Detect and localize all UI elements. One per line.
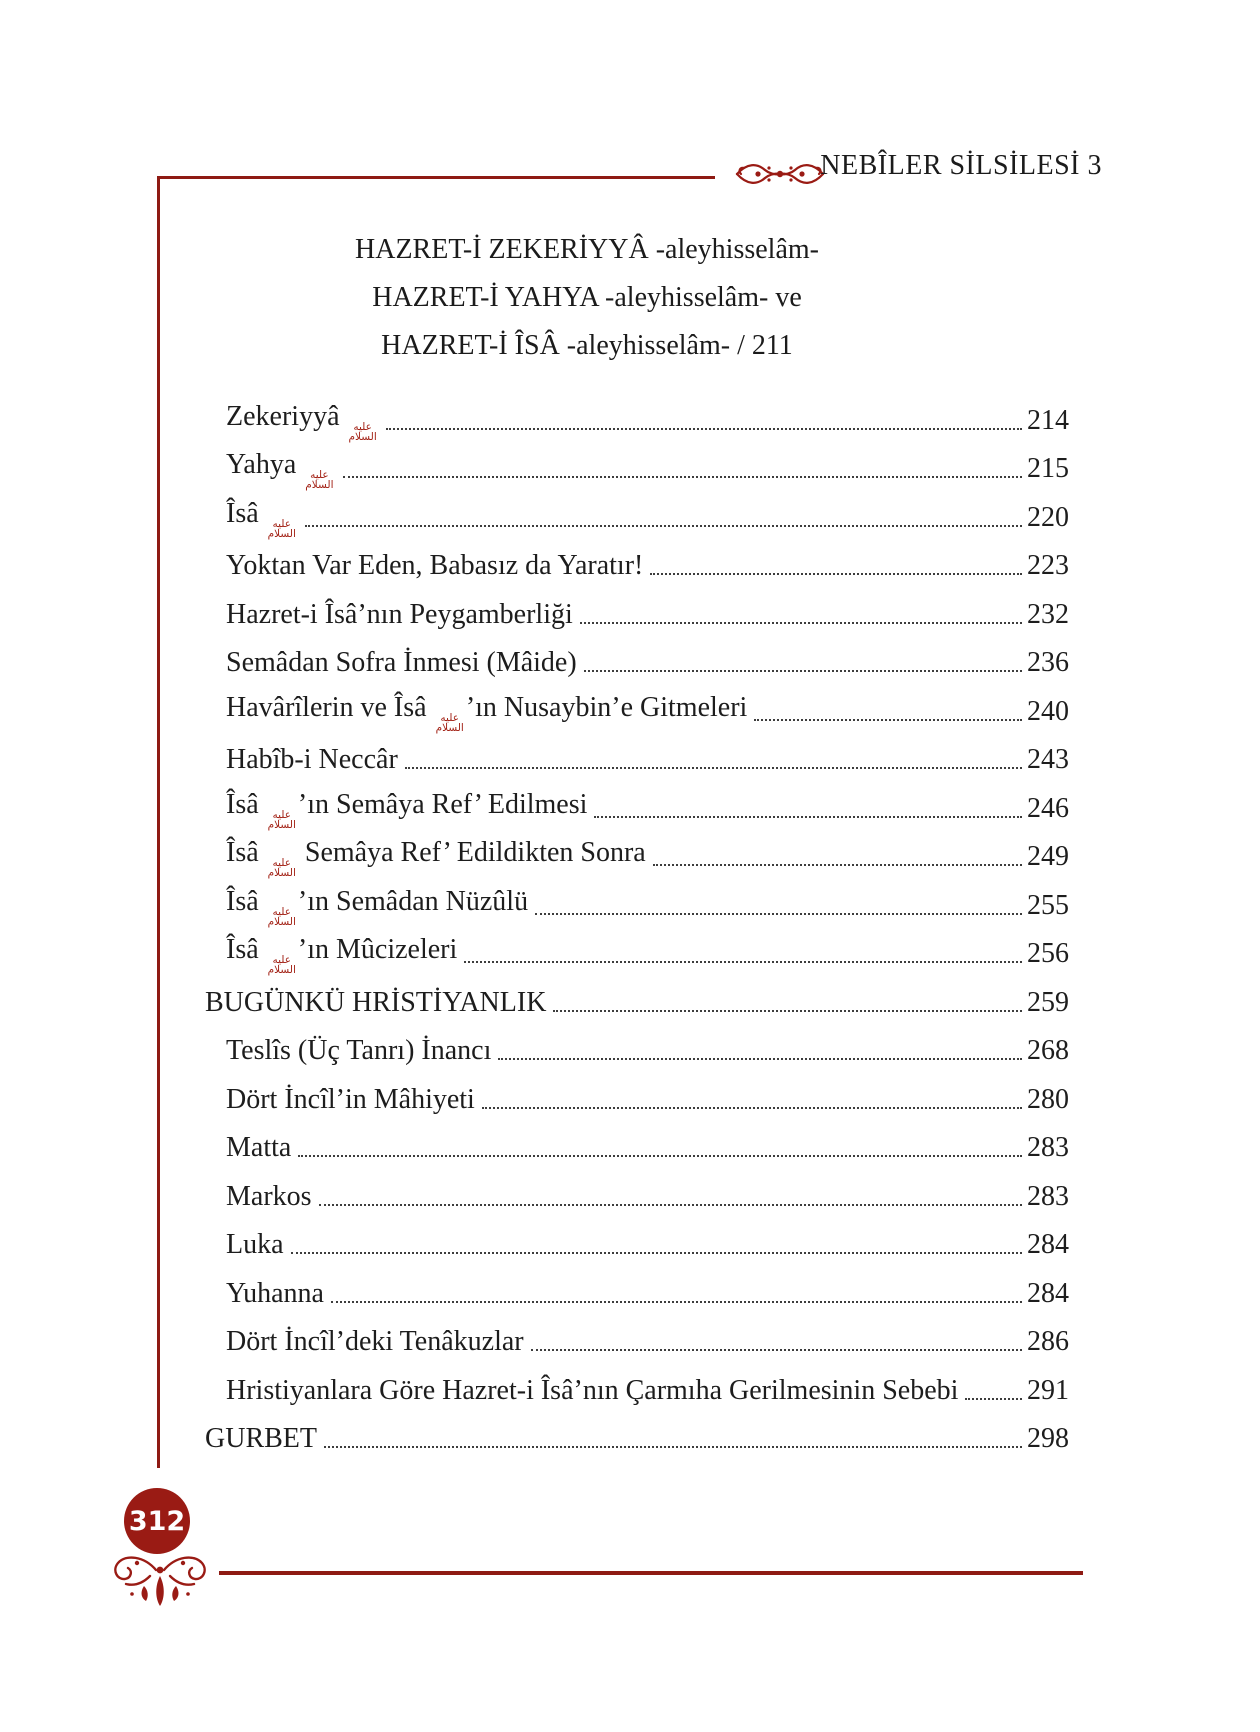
- footer-rule: [219, 1571, 1083, 1575]
- toc-entry-label: Markos: [226, 1180, 312, 1212]
- toc-page-number: 259: [1027, 986, 1069, 1018]
- toc-entry-label: Îsâ عليه السلام ’ın Mûcizeleri: [226, 934, 458, 976]
- dotted-leader: [482, 1107, 1022, 1109]
- toc-entry-label: Luka: [226, 1229, 284, 1260]
- toc-row: [205, 443, 1069, 492]
- dotted-leader: [584, 670, 1022, 672]
- aleyhisselam-calligraphy-icon: عليه السلام: [267, 857, 296, 879]
- toc-entry-label: Îsâ عليه السلام: [226, 497, 296, 540]
- toc-row: [205, 685, 1069, 734]
- header-rule: [157, 176, 715, 179]
- toc-page-number: 256: [1027, 938, 1069, 969]
- toc-entry-label: Yuhanna: [226, 1277, 324, 1309]
- toc-row: [205, 1316, 1069, 1365]
- section-title-line-2: HAZRET-İ YAHYA -aleyhisselâm- ve: [372, 282, 802, 313]
- toc-page-number: 249: [1027, 841, 1069, 872]
- aleyhisselam-calligraphy-icon: عليه السلام: [348, 420, 377, 443]
- toc-entry-label: Hristiyanlara Göre Hazret-i Îsâ’nın Çarmıha Gerilmesinin Sebebi: [226, 1374, 959, 1406]
- book-title: NEBÎLER SİLSİLESİ 3: [820, 150, 1102, 181]
- toc-page-number: 280: [1027, 1083, 1069, 1115]
- toc-entry-label: BUGÜNKÜ HRİSTİYANLIK: [205, 986, 547, 1018]
- toc-entry-label: Teslîs (Üç Tanrı) İnancı: [226, 1035, 492, 1066]
- dotted-leader: [553, 1010, 1022, 1012]
- dotted-leader: [464, 961, 1022, 963]
- toc-row: [205, 879, 1069, 928]
- toc-page-number: 240: [1027, 695, 1069, 727]
- toc-page-number: 223: [1027, 550, 1069, 581]
- toc-page-number: 286: [1027, 1326, 1069, 1357]
- toc-row: [205, 1025, 1069, 1074]
- toc-page-number: 243: [1027, 744, 1069, 775]
- aleyhisselam-calligraphy-icon: عليه السلام: [267, 954, 296, 976]
- section-title-line-3: HAZRET-İ ÎSÂ -aleyhisselâm- / 211: [381, 330, 793, 361]
- dotted-leader: [965, 1398, 1022, 1400]
- toc-entry-label: Îsâ عليه السلام ’ın Semâya Ref’ Edilmesi: [226, 788, 588, 831]
- toc-page-number: 284: [1027, 1229, 1069, 1260]
- dotted-leader: [386, 428, 1022, 430]
- toc-entry-label: Matta: [226, 1132, 292, 1163]
- toc-page-number: 268: [1027, 1035, 1069, 1066]
- toc-row: [205, 491, 1069, 540]
- toc-row: [205, 1073, 1069, 1122]
- dotted-leader: [291, 1252, 1022, 1254]
- toc-page-number: 246: [1027, 792, 1069, 824]
- toc-entry-label: GURBET: [205, 1423, 317, 1454]
- toc-row: [205, 1364, 1069, 1413]
- dotted-leader: [298, 1155, 1022, 1157]
- toc-row: [205, 1413, 1069, 1462]
- toc-row: [205, 1267, 1069, 1316]
- page-number: 312: [128, 1505, 186, 1537]
- dotted-leader: [650, 573, 1022, 575]
- toc-row: [205, 928, 1069, 977]
- dotted-leader: [331, 1301, 1022, 1303]
- toc-row: [205, 782, 1069, 831]
- toc-row: [205, 394, 1069, 443]
- toc-row: [205, 588, 1069, 637]
- toc-entry-label: Yahya عليه السلام: [226, 449, 334, 491]
- toc-page-number: 220: [1027, 501, 1069, 533]
- toc-page-number: 283: [1027, 1132, 1069, 1163]
- toc-row: [205, 540, 1069, 589]
- toc-page-number: 236: [1027, 647, 1069, 678]
- toc-entry-label: Îsâ عليه السلام Semâya Ref’ Edildikten Sonra: [226, 837, 646, 879]
- scroll-ornament-icon: [733, 157, 827, 191]
- dotted-leader: [580, 622, 1022, 624]
- toc-page-number: 291: [1027, 1374, 1069, 1406]
- dotted-leader: [531, 1349, 1022, 1351]
- toc-entry-label: Hazret-i Îsâ’nın Peygamberliği: [226, 598, 573, 630]
- dotted-leader: [653, 864, 1022, 866]
- toc-entry-label: Dört İncîl’deki Tenâkuzlar: [226, 1326, 524, 1357]
- toc-page-number: 214: [1027, 404, 1069, 436]
- toc-row: [205, 1122, 1069, 1171]
- dotted-leader: [343, 476, 1022, 478]
- aleyhisselam-calligraphy-icon: عليه السلام: [435, 711, 464, 734]
- toc-row: [205, 976, 1069, 1025]
- toc-entry-label: Yoktan Var Eden, Babasız da Yaratır!: [226, 550, 644, 581]
- toc-page-number: 232: [1027, 598, 1069, 630]
- left-border-rule: [157, 176, 160, 1468]
- toc-entry-label: Habîb-i Neccâr: [226, 744, 398, 775]
- dotted-leader: [305, 525, 1022, 527]
- toc-row: [205, 1219, 1069, 1268]
- toc-entry-label: Zekeriyyâ عليه السلام: [226, 400, 377, 443]
- toc-entry-label: Semâdan Sofra İnmesi (Mâide): [226, 647, 577, 678]
- toc-row: [205, 734, 1069, 783]
- aleyhisselam-calligraphy-icon: عليه السلام: [305, 469, 334, 491]
- aleyhisselam-calligraphy-icon: عليه السلام: [267, 905, 296, 928]
- toc-page-number: 284: [1027, 1277, 1069, 1309]
- toc-page-number: 283: [1027, 1180, 1069, 1212]
- aleyhisselam-calligraphy-icon: عليه السلام: [267, 808, 296, 831]
- toc-row: [205, 831, 1069, 880]
- toc-row: [205, 637, 1069, 686]
- toc-entry-label: Dört İncîl’in Mâhiyeti: [226, 1083, 475, 1115]
- toc-page-number: 298: [1027, 1423, 1069, 1454]
- dotted-leader: [498, 1058, 1022, 1060]
- dotted-leader: [405, 767, 1022, 769]
- section-title: [205, 226, 969, 370]
- toc-page-number: 255: [1027, 889, 1069, 921]
- aleyhisselam-calligraphy-icon: عليه السلام: [267, 517, 296, 540]
- dotted-leader: [594, 816, 1022, 818]
- toc-page-number: 215: [1027, 453, 1069, 484]
- dotted-leader: [324, 1446, 1022, 1448]
- toc-row: [205, 1170, 1069, 1219]
- section-title-line-1: HAZRET-İ ZEKERİYYÂ -aleyhisselâm-: [355, 234, 819, 265]
- toc-entry-label: Havârîlerin ve Îsâ عليه السلام ’ın Nusaybin’e Gitmeleri: [226, 691, 748, 734]
- page-number-badge: [124, 1488, 190, 1554]
- floral-flourish-icon: [110, 1550, 210, 1608]
- dotted-leader: [535, 913, 1022, 915]
- toc-entry-label: Îsâ عليه السلام ’ın Semâdan Nüzûlü: [226, 885, 529, 928]
- toc-list: [205, 394, 1069, 1461]
- dotted-leader: [754, 719, 1022, 721]
- dotted-leader: [319, 1204, 1022, 1206]
